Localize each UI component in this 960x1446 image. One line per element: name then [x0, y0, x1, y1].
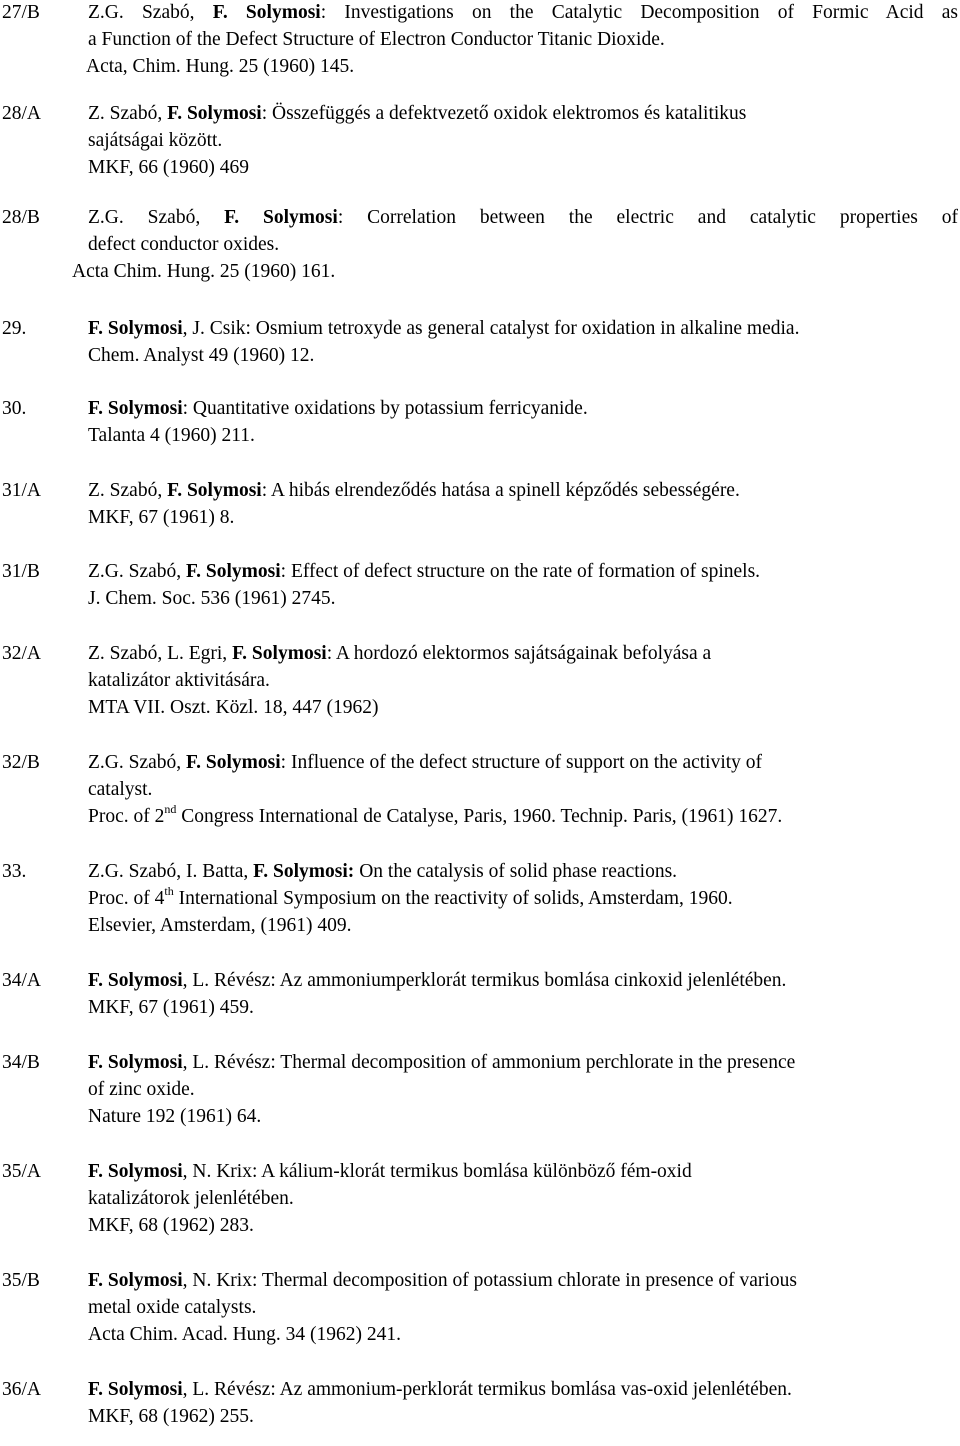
reference-line	[88, 342, 314, 369]
reference-line	[88, 640, 711, 667]
reference-line	[88, 422, 255, 449]
reference-line	[88, 1158, 692, 1185]
reference-text: Z. Szabó,	[88, 103, 168, 124]
reference-line	[88, 885, 733, 912]
reference-number: 35/B	[2, 1270, 40, 1291]
ordinal-suffix: nd	[164, 802, 177, 816]
ordinal-suffix: th	[164, 884, 174, 898]
reference-text: Congress International de Catalyse, Paris, 1960. Technip. Paris, (1961) 1627.	[176, 806, 783, 827]
reference-line	[88, 477, 740, 504]
reference-text: MKF, 68 (1962) 283.	[88, 1215, 254, 1236]
reference-number: 34/A	[2, 970, 41, 991]
reference-text: : Correlation between the electric and catalytic properties of	[337, 207, 958, 228]
reference-text: Talanta 4 (1960) 211.	[88, 425, 255, 446]
reference-number: 32/B	[2, 752, 40, 773]
reference-text: , L. Révész: Thermal decomposition of ammonium perchlorate in the presence	[182, 1052, 796, 1073]
author-name: F. Solymosi	[167, 480, 262, 501]
reference-number: 29.	[2, 318, 27, 339]
reference-text: MKF, 67 (1961) 459.	[88, 997, 254, 1018]
reference-line	[88, 585, 336, 612]
reference-text: Z. Szabó, L. Egri,	[88, 643, 233, 664]
reference-text: Elsevier, Amsterdam, (1961) 409.	[88, 915, 352, 936]
reference-text: International Symposium on the reactivity of solids, Amsterdam, 1960.	[173, 888, 733, 909]
reference-text: : Influence of the defect structure of support on the activity of	[280, 752, 763, 773]
reference-text: On the catalysis of solid phase reactions.	[354, 861, 678, 882]
reference-number: 31/B	[2, 561, 40, 582]
author-name: F. Solymosi	[88, 970, 183, 991]
reference-line	[88, 803, 782, 830]
reference-line	[88, 26, 665, 53]
reference-text: Z.G. Szabó,	[88, 561, 187, 582]
reference-text: J. Chem. Soc. 536 (1961) 2745.	[88, 588, 336, 609]
reference-text: Proc. of 4	[88, 888, 165, 909]
reference-number: 28/B	[2, 207, 40, 228]
author-name: F. Solymosi:	[253, 861, 355, 882]
reference-line	[88, 1049, 795, 1076]
reference-text: catalyst.	[88, 779, 153, 800]
reference-line	[88, 967, 786, 994]
reference-text: Acta Chim. Hung. 25 (1960) 161.	[72, 261, 336, 282]
reference-line	[88, 1267, 797, 1294]
reference-number: 31/A	[2, 480, 41, 501]
author-name: F. Solymosi	[88, 1161, 183, 1182]
reference-text: katalizátorok jelenlétében.	[88, 1188, 294, 1209]
reference-line	[88, 204, 958, 231]
reference-text: metal oxide catalysts.	[88, 1297, 257, 1318]
author-name: F. Solymosi	[186, 561, 281, 582]
reference-line	[88, 0, 958, 26]
reference-line	[88, 100, 746, 127]
author-name: F. Solymosi	[232, 643, 327, 664]
reference-text: sajátságai között.	[88, 130, 223, 151]
reference-text: Z.G. Szabó,	[88, 752, 187, 773]
reference-text: MKF, 67 (1961) 8.	[88, 507, 235, 528]
reference-line	[88, 1076, 195, 1103]
reference-line	[88, 994, 254, 1021]
reference-text: : A hibás elrendeződés hatása a spinell képződés sebességére.	[261, 480, 740, 501]
reference-line	[88, 154, 249, 181]
reference-line	[88, 1185, 294, 1212]
author-name: F. Solymosi	[88, 398, 183, 419]
reference-text: , L. Révész: Az ammoniumperklorát termikus bomlása cinkoxid jelenlétében.	[182, 970, 787, 991]
reference-text: Nature 192 (1961) 64.	[88, 1106, 262, 1127]
reference-line	[88, 231, 279, 258]
reference-line	[88, 395, 588, 422]
reference-text: , L. Révész: Az ammonium-perklorát termikus bomlása vas-oxid jelenlétében.	[182, 1379, 792, 1400]
reference-line	[88, 127, 222, 154]
author-name: F. Solymosi	[88, 1379, 183, 1400]
reference-text: Z. Szabó,	[88, 480, 168, 501]
reference-line	[88, 776, 152, 803]
reference-line	[88, 694, 379, 721]
reference-text: , N. Krix: Thermal decomposition of potassium chlorate in presence of various	[182, 1270, 797, 1291]
reference-line	[72, 258, 335, 285]
reference-line	[88, 1403, 254, 1430]
reference-text: a Function of the Defect Structure of Electron Conductor Titanic Dioxide.	[88, 29, 665, 50]
reference-text: MTA VII. Oszt. Közl. 18, 447 (1962)	[88, 697, 379, 718]
author-name: F. Solymosi	[167, 103, 262, 124]
reference-text: Acta Chim. Acad. Hung. 34 (1962) 241.	[88, 1324, 402, 1345]
reference-text: Acta, Chim. Hung. 25 (1960) 145.	[86, 56, 355, 77]
reference-text: Proc. of 2	[88, 806, 165, 827]
reference-line	[88, 912, 352, 939]
reference-line	[88, 504, 234, 531]
reference-text: MKF, 66 (1960) 469	[88, 157, 249, 178]
reference-text: : A hordozó elektormos sajátságainak befolyása a	[326, 643, 712, 664]
reference-text: : Effect of defect structure on the rate of formation of spinels.	[280, 561, 761, 582]
reference-number: 30.	[2, 398, 27, 419]
reference-text: , J. Csik: Osmium tetroxyde as general catalyst for oxidation in alkaline media.	[182, 318, 800, 339]
reference-number: 35/A	[2, 1161, 41, 1182]
author-name: F. Solymosi	[88, 1270, 183, 1291]
reference-line	[88, 1103, 261, 1130]
reference-number: 34/B	[2, 1052, 40, 1073]
reference-line	[86, 53, 354, 80]
reference-number: 27/B	[2, 2, 40, 23]
reference-text: Z.G. Szabó, I. Batta,	[88, 861, 254, 882]
reference-text: Z.G. Szabó,	[88, 2, 213, 23]
reference-number: 36/A	[2, 1379, 41, 1400]
reference-text: Z.G. Szabó,	[88, 207, 225, 228]
reference-line	[88, 558, 760, 585]
reference-number: 33.	[2, 861, 27, 882]
reference-text: katalizátor aktivitására.	[88, 670, 270, 691]
author-name: F. Solymosi	[212, 2, 321, 23]
reference-text: , N. Krix: A kálium-klorát termikus bomlása különböző fém-oxid	[182, 1161, 692, 1182]
reference-text: : Összefüggés a defektvezető oxidok elektromos és katalitikus	[261, 103, 747, 124]
reference-line	[88, 749, 762, 776]
reference-text: : Quantitative oxidations by potassium ferricyanide.	[182, 398, 588, 419]
reference-number: 28/A	[2, 103, 41, 124]
reference-text: defect conductor oxides.	[88, 234, 280, 255]
reference-text: Chem. Analyst 49 (1960) 12.	[88, 345, 315, 366]
reference-line	[88, 1294, 256, 1321]
author-name: F. Solymosi	[88, 1052, 183, 1073]
reference-text: MKF, 68 (1962) 255.	[88, 1406, 254, 1427]
reference-number: 32/A	[2, 643, 41, 664]
reference-line	[88, 667, 270, 694]
reference-line	[88, 1321, 401, 1348]
author-name: F. Solymosi	[224, 207, 338, 228]
reference-text: : Investigations on the Catalytic Decomposition of Formic Acid as	[320, 2, 958, 23]
reference-line	[88, 315, 799, 342]
reference-text: of zinc oxide.	[88, 1079, 195, 1100]
reference-line	[88, 1376, 792, 1403]
author-name: F. Solymosi	[186, 752, 281, 773]
reference-line	[88, 858, 677, 885]
reference-line	[88, 1212, 254, 1239]
author-name: F. Solymosi	[88, 318, 183, 339]
